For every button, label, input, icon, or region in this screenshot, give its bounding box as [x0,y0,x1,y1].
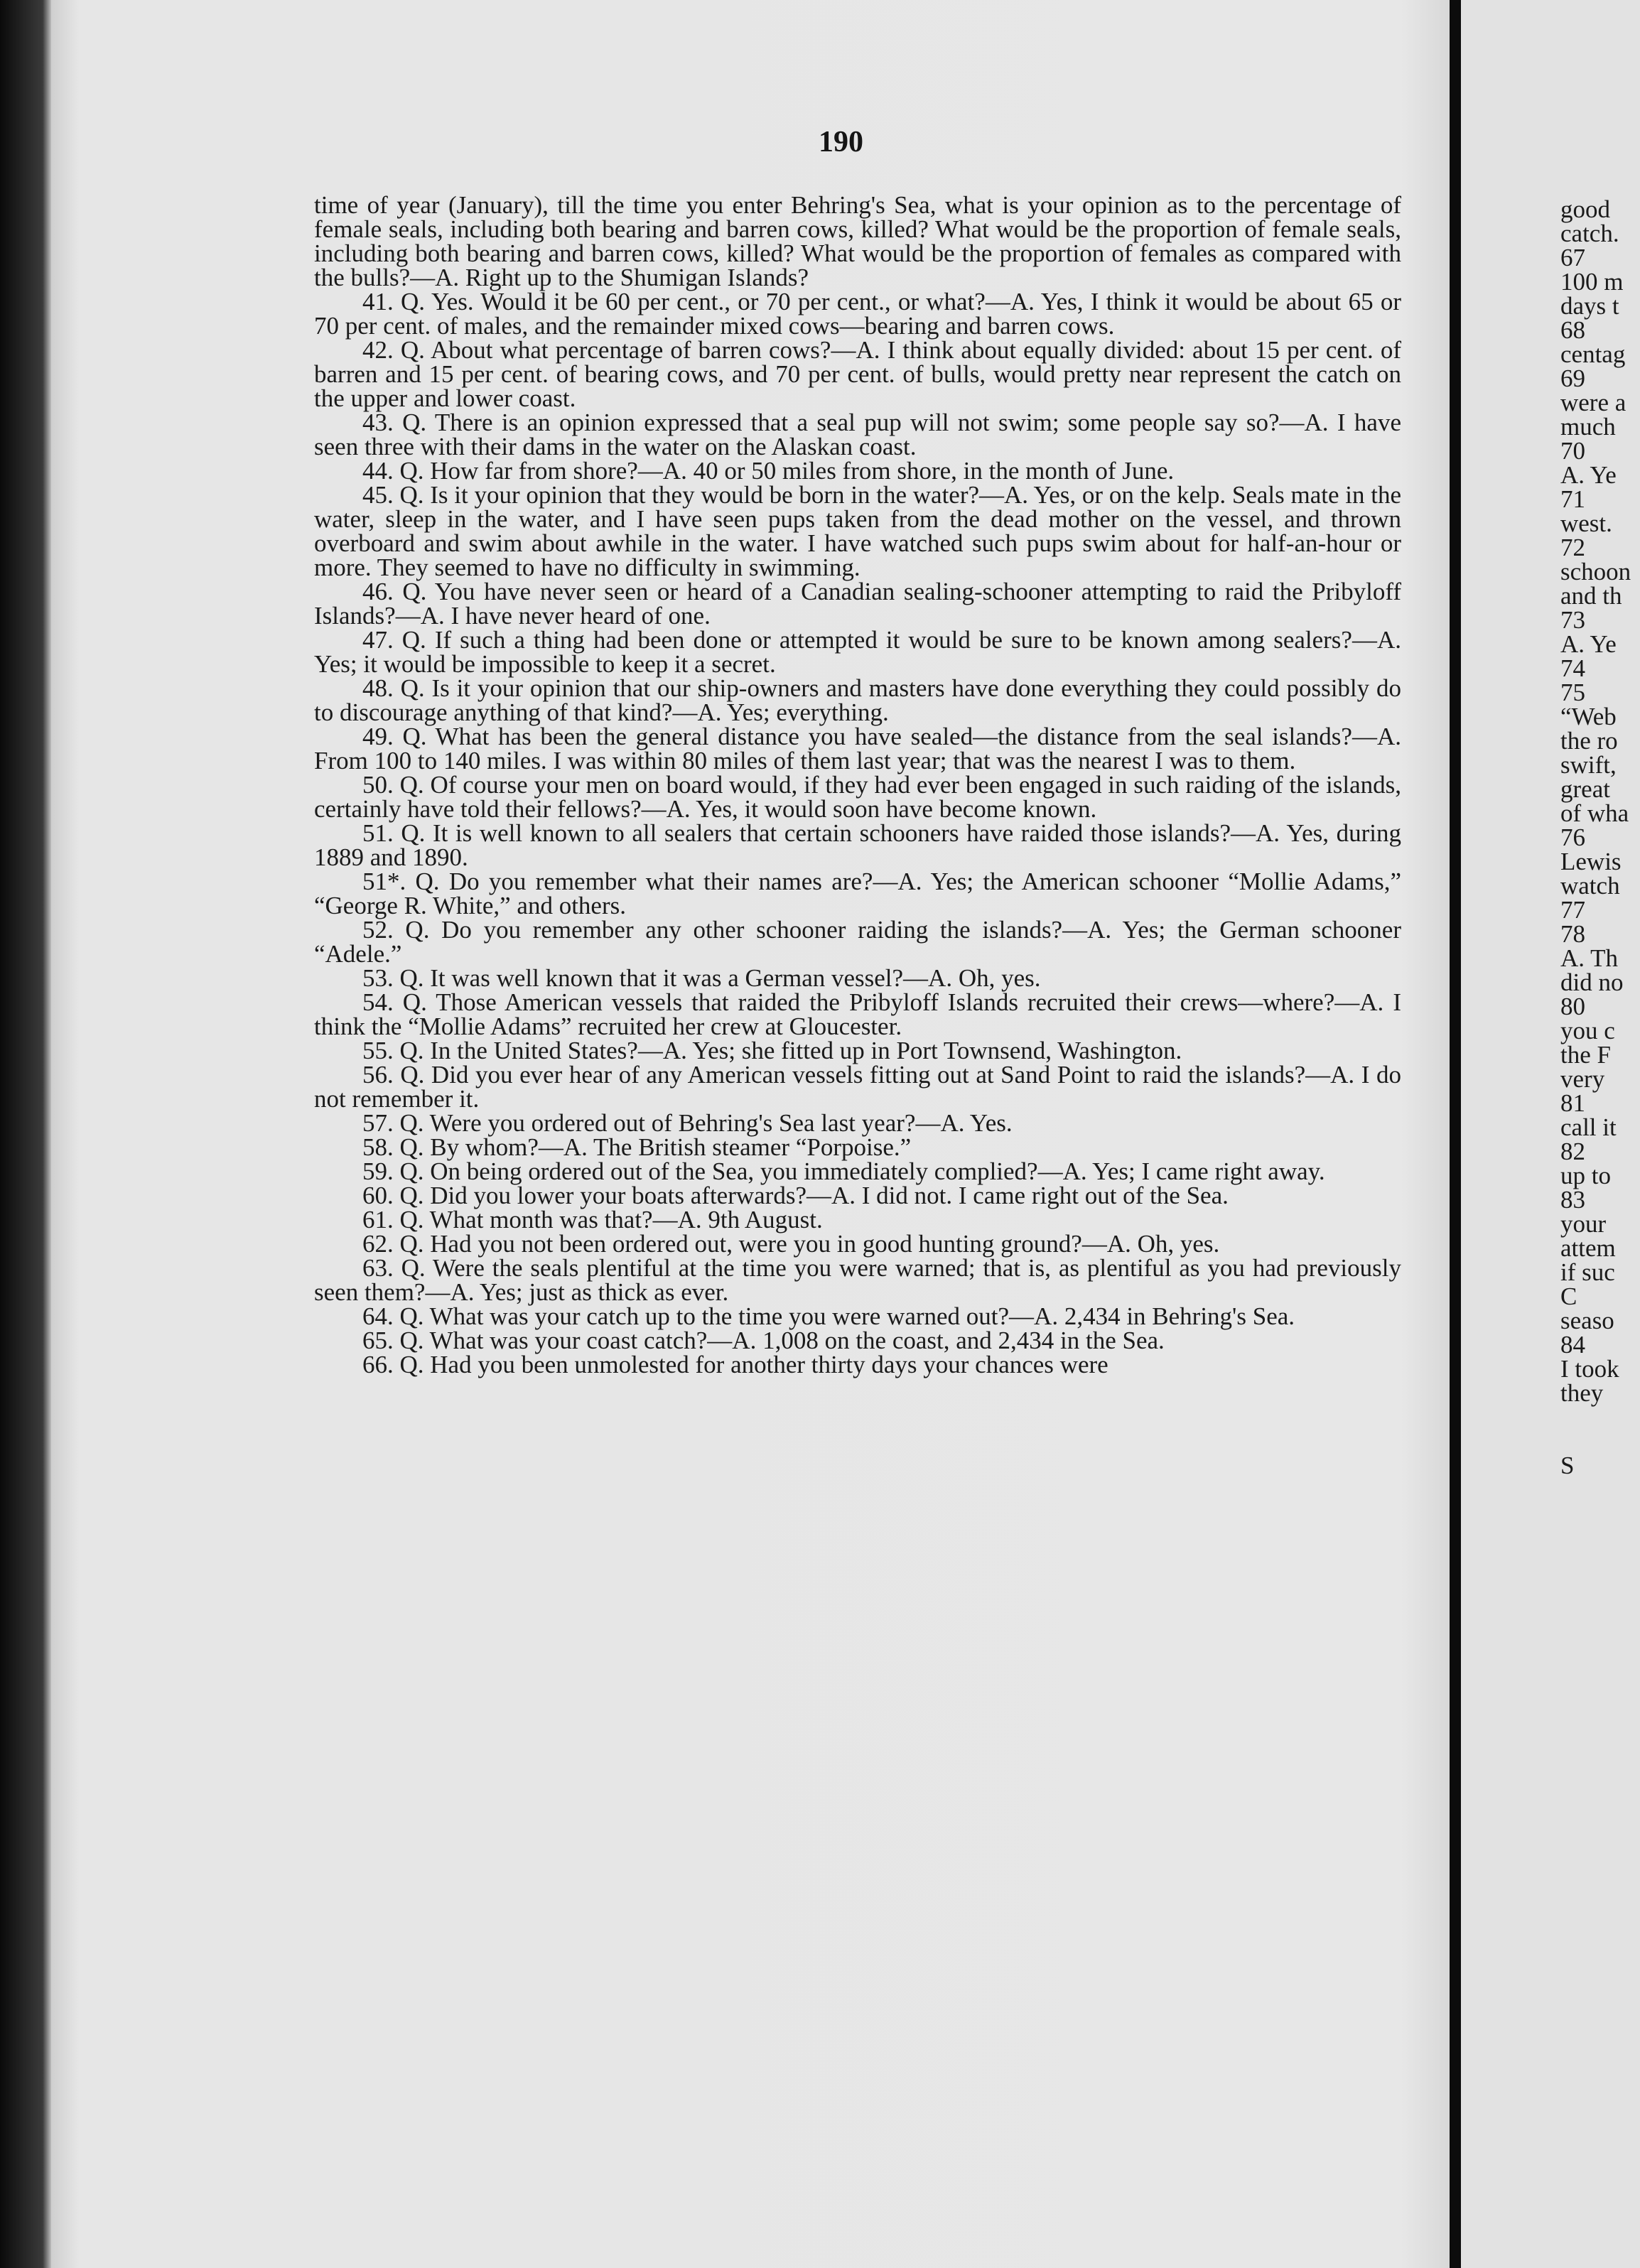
paragraph: 44. Q. How far from shore?—A. 40 or 50 miles from shore, in the month of June. [362,457,1175,485]
adjacent-page-line: 68 [1560,316,1585,344]
adjacent-page-line: 67 [1560,244,1585,271]
adjacent-page-line [1560,1405,1639,1430]
adjacent-page-line: 71 [1560,485,1585,513]
adjacent-page-line: you c [1560,1017,1615,1044]
adjacent-page-line: good [1560,195,1610,223]
adjacent-page-line: 76 [1560,824,1585,851]
adjacent-page-line: up to [1560,1162,1611,1189]
adjacent-page-line: 70 [1560,437,1585,465]
paragraph: 59. Q. On being ordered out of the Sea, you immediately complied?—A. Yes; I came right away. [362,1157,1325,1185]
adjacent-page-line: 75 [1560,679,1585,706]
adjacent-page-line: call it [1560,1113,1617,1141]
paragraph: 56. Q. Did you ever hear of any American vessels fitting out at Sand Point to raid the islands?—A. I do not remember it. [314,1061,1401,1113]
paragraph: 58. Q. By whom?—A. The British steamer “Porpoise.” [362,1133,912,1161]
paragraph: 49. Q. What has been the general distance you have sealed—the distance from the seal islands?—A. From 100 to 140 miles. I was within 80 miles of them last year; that was the nearest I was to them. [314,723,1401,774]
adjacent-page-line: 78 [1560,920,1585,948]
paragraph: 64. Q. What was your catch up to the time you were warned out?—A. 2,434 in Behring's Sea. [362,1302,1295,1330]
adjacent-page-line: and th [1560,582,1622,610]
adjacent-page-line: 72 [1560,534,1585,561]
adjacent-page-line: 84 [1560,1331,1585,1359]
adjacent-page-line: I took [1560,1355,1619,1383]
adjacent-page-line: west. [1560,509,1612,537]
paragraph: 53. Q. It was well known that it was a German vessel?—A. Oh, yes. [362,964,1041,992]
paragraph: 52. Q. Do you remember any other schooner raiding the islands?—A. Yes; the German schooner “Adele.” [314,916,1401,968]
adjacent-page-line: great [1560,775,1610,803]
adjacent-page-line: 80 [1560,993,1585,1020]
paragraph: 45. Q. Is it your opinion that they would be born in the water?—A. Yes, or on the kelp. Seals mate in the water, sleep in the water, and I have seen pups taken from the dead mother on the vessel, and thrown overboard and swim about awhile in the water. I have watched such pups swim about for half-an-hour or more. They seemed to have no difficulty in swimming. [314,481,1401,581]
adjacent-page-line: were a [1560,389,1626,416]
paragraph: 42. Q. About what percentage of barren cows?—A. I think about equally divided: about 15 per cent. of barren and 15 per cent. of bearing cows, and 70 per cent. of bulls, would pretty near represent the catch on the upper and lower coast. [314,336,1401,412]
adjacent-page-line: A. Ye [1560,630,1617,658]
scan-left-edge [0,0,51,2268]
adjacent-page-line: the F [1560,1041,1611,1069]
adjacent-page-line: S [1560,1452,1575,1479]
adjacent-page-line: “Web [1560,703,1617,730]
paragraph: 61. Q. What month was that?—A. 9th August. [362,1206,823,1233]
paragraph: 50. Q. Of course your men on board would, if they had ever been engaged in such raiding of the islands, certainly have told their fellows?—A. Yes, it would soon have become known. [314,771,1401,823]
adjacent-page-line: Lewis [1560,848,1622,875]
adjacent-page-line: did no [1560,968,1624,996]
paragraph: 51. Q. It is well known to all sealers that certain schooners have raided those islands?—A. Yes, during 1889 and 1890. [314,819,1401,871]
adjacent-page-line: A. Th [1560,944,1619,972]
adjacent-page-line: much [1560,413,1616,441]
adjacent-page-line: 81 [1560,1089,1585,1117]
adjacent-page-line: C [1560,1282,1577,1310]
adjacent-page-line [1560,1430,1639,1454]
document-page [51,0,1450,2268]
paragraph: 57. Q. Were you ordered out of Behring's Sea last year?—A. Yes. [362,1109,1013,1137]
adjacent-page-line: very [1560,1065,1605,1093]
adjacent-page-line: of wha [1560,799,1629,827]
adjacent-page-line: days t [1560,292,1619,320]
adjacent-page-line: 69 [1560,364,1585,392]
paragraph: 60. Q. Did you lower your boats afterwards?—A. I did not. I came right out of the Sea. [362,1182,1229,1209]
page-body-text [314,193,1401,1377]
paragraph: time of year (January), till the time you enter Behring's Sea, what is your opinion as to the percentage of female seals, including both bearing and barren cows, killed? What would be the proportion of female seals, including both bearing and barren cows, killed? What would be the proportion of females as compared with the bulls?—A. Right up to the Shumigan Islands? [314,191,1401,291]
adjacent-page-line: 77 [1560,896,1585,924]
adjacent-page-line: 100 m [1560,268,1624,296]
paragraph: 46. Q. You have never seen or heard of a Canadian sealing-schooner attempting to raid the Pribyloff Islands?—A. I have never heard of one. [314,578,1401,630]
paragraph: 54. Q. Those American vessels that raided the Pribyloff Islands recruited their crews—where?—A. I think the “Mollie Adams” recruited her crew at Gloucester. [314,988,1401,1040]
paragraph: 41. Q. Yes. Would it be 60 per cent., or 70 per cent., or what?—A. Yes, I think it would be about 65 or 70 per cent. of males, and the remainder mixed cows—bearing and barren cows. [314,288,1401,340]
adjacent-page-line: 83 [1560,1186,1585,1214]
paragraph: 55. Q. In the United States?—A. Yes; she fitted up in Port Townsend, Washington. [362,1037,1182,1064]
adjacent-page-line: 74 [1560,654,1585,682]
page-number: 190 [819,126,863,158]
paragraph: 47. Q. If such a thing had been done or attempted it would be sure to be known among sealers?—A. Yes; it would be impossible to keep it a secret. [314,626,1401,678]
paragraph: 63. Q. Were the seals plentiful at the time you were warned; that is, as plentiful as you had previously seen them?—A. Yes; just as thick as ever. [314,1254,1401,1306]
adjacent-page-line: your [1560,1210,1607,1238]
adjacent-page-line: 73 [1560,606,1585,634]
adjacent-page-line: attem [1560,1234,1616,1262]
paragraph: 62. Q. Had you not been ordered out, were you in good hunting ground?—A. Oh, yes. [362,1230,1220,1258]
adjacent-page-line: 82 [1560,1138,1585,1165]
adjacent-page-line: catch. [1560,220,1619,247]
page-gutter [1450,0,1461,2268]
paragraph: 51*. Q. Do you remember what their names are?—A. Yes; the American schooner “Mollie Adams,” “George R. White,” and others. [314,868,1401,919]
adjacent-page-line: swift, [1560,751,1617,779]
adjacent-page-line: centag [1560,340,1626,368]
adjacent-page-line: schoon [1560,558,1631,585]
adjacent-page-text [1560,195,1639,1479]
adjacent-page-line: seaso [1560,1307,1614,1334]
adjacent-page-line: the ro [1560,727,1618,755]
paragraph: 66. Q. Had you been unmolested for another thirty days your chances were [362,1351,1108,1378]
paragraph: 65. Q. What was your coast catch?—A. 1,008 on the coast, and 2,434 in the Sea. [362,1327,1165,1354]
paragraph: 48. Q. Is it your opinion that our ship-owners and masters have done everything they could possibly do to discourage anything of that kind?—A. Yes; everything. [314,674,1401,726]
adjacent-page-line: A. Ye [1560,461,1617,489]
adjacent-page-line: they [1560,1379,1604,1407]
adjacent-page-line: watch [1560,872,1620,900]
paragraph: 43. Q. There is an opinion expressed that a seal pup will not swim; some people say so?—A. I have seen three with their dams in the water on the Alaskan coast. [314,409,1401,460]
adjacent-page-line: if suc [1560,1258,1615,1286]
